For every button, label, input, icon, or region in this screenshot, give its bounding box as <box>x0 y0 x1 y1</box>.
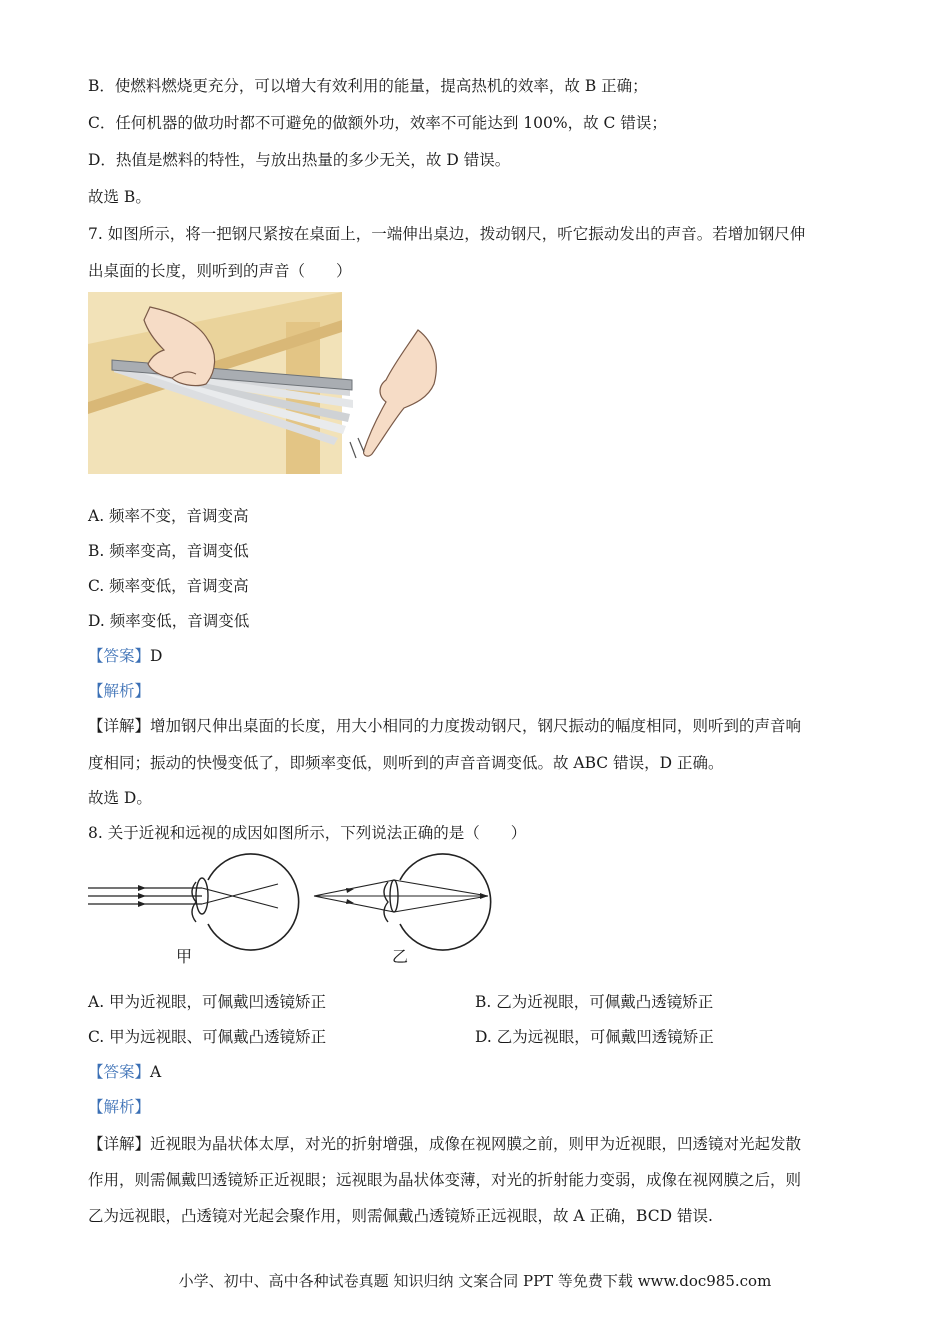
answer-value: D <box>150 647 163 665</box>
motion-lines <box>350 438 364 458</box>
figure-label-yi: 乙 <box>392 947 409 966</box>
q7-option-d: D. 频率变低，音调变低 <box>88 612 250 630</box>
q8-analysis-label: 【解析】 <box>88 1098 151 1116</box>
q7-detail-line-2: 度相同；振动的快慢变低了，即频率变低，则听到的声音音调变低。故 ABC 错误，D 正确。 <box>88 754 724 772</box>
q6-option-c-explanation: C．任何机器的做功时都不可避免的做额外功，效率不可能达到 100%，故 C 错误； <box>88 114 667 132</box>
q8-detail-line-3: 乙为远视眼，凸透镜对光起会聚作用，则需佩戴凸透镜矫正远视眼，故 A 正确，BCD 错误. <box>88 1207 713 1225</box>
q7-option-c: C. 频率变低，音调变高 <box>88 577 249 595</box>
q6-conclusion: 故选 B。 <box>88 188 151 206</box>
q8-option-c: C. 甲为远视眼、可佩戴凸透镜矫正 <box>88 1028 327 1046</box>
answer-label: 【答案】 <box>88 647 151 665</box>
q7-stem-line-2: 出桌面的长度，则听到的声音（ ） <box>88 262 352 280</box>
eye-diagrams-figure <box>88 852 498 970</box>
plucking-hand <box>364 330 437 456</box>
q8-stem: 8. 关于近视和远视的成因如图所示，下列说法正确的是（ ） <box>88 824 527 842</box>
q8-option-b: B. 乙为近视眼，可佩戴凸透镜矫正 <box>475 993 714 1011</box>
hyperopia-eye-diagram <box>314 854 491 950</box>
steel-ruler-figure <box>88 292 448 474</box>
q7-conclusion: 故选 D。 <box>88 789 152 807</box>
figure-label-jia: 甲 <box>176 947 193 966</box>
q6-option-b-explanation: B．使燃料燃烧更充分，可以增大有效利用的能量，提高热机的效率，故 B 正确； <box>88 77 648 95</box>
q6-option-d-explanation: D．热值是燃料的特性，与放出热量的多少无关，故 D 错误。 <box>88 151 511 169</box>
q8-detail-line-2: 作用，则需佩戴凹透镜矫正近视眼；远视眼为晶状体变薄，对光的折射能力变弱，成像在视网膜之后，则 <box>88 1171 802 1189</box>
page-footer: 小学、初中、高中各种试卷真题 知识归纳 文案合同 PPT 等免费下载 www.doc985.com <box>178 1272 772 1290</box>
q7-analysis-label: 【解析】 <box>88 682 151 700</box>
q7-stem-line-1: 7. 如图所示，将一把钢尺紧按在桌面上，一端伸出桌边，拨动钢尺，听它振动发出的声音。若增加钢尺伸 <box>88 225 806 243</box>
q7-option-b: B. 频率变高，音调变低 <box>88 542 249 560</box>
q8-detail-line-1: 【详解】近视眼为晶状体太厚，对光的折射增强，成像在视网膜之前，则甲为近视眼，凹透镜对光起发散 <box>88 1135 802 1153</box>
q8-option-a: A. 甲为近视眼，可佩戴凹透镜矫正 <box>88 993 327 1011</box>
q8-answer: 【答案】A <box>88 1063 162 1081</box>
detail-label: 【详解】 <box>88 717 151 735</box>
q8-option-d: D. 乙为远视眼，可佩戴凹透镜矫正 <box>475 1028 714 1046</box>
myopia-eye-diagram <box>88 854 299 950</box>
q7-option-a: A. 频率不变，音调变高 <box>88 507 249 525</box>
q7-answer <box>88 646 162 666</box>
q7-detail-line-1: 【详解】增加钢尺伸出桌面的长度，用大小相同的力度拨动钢尺，钢尺振动的幅度相同，则听到的声音响 <box>88 717 802 735</box>
